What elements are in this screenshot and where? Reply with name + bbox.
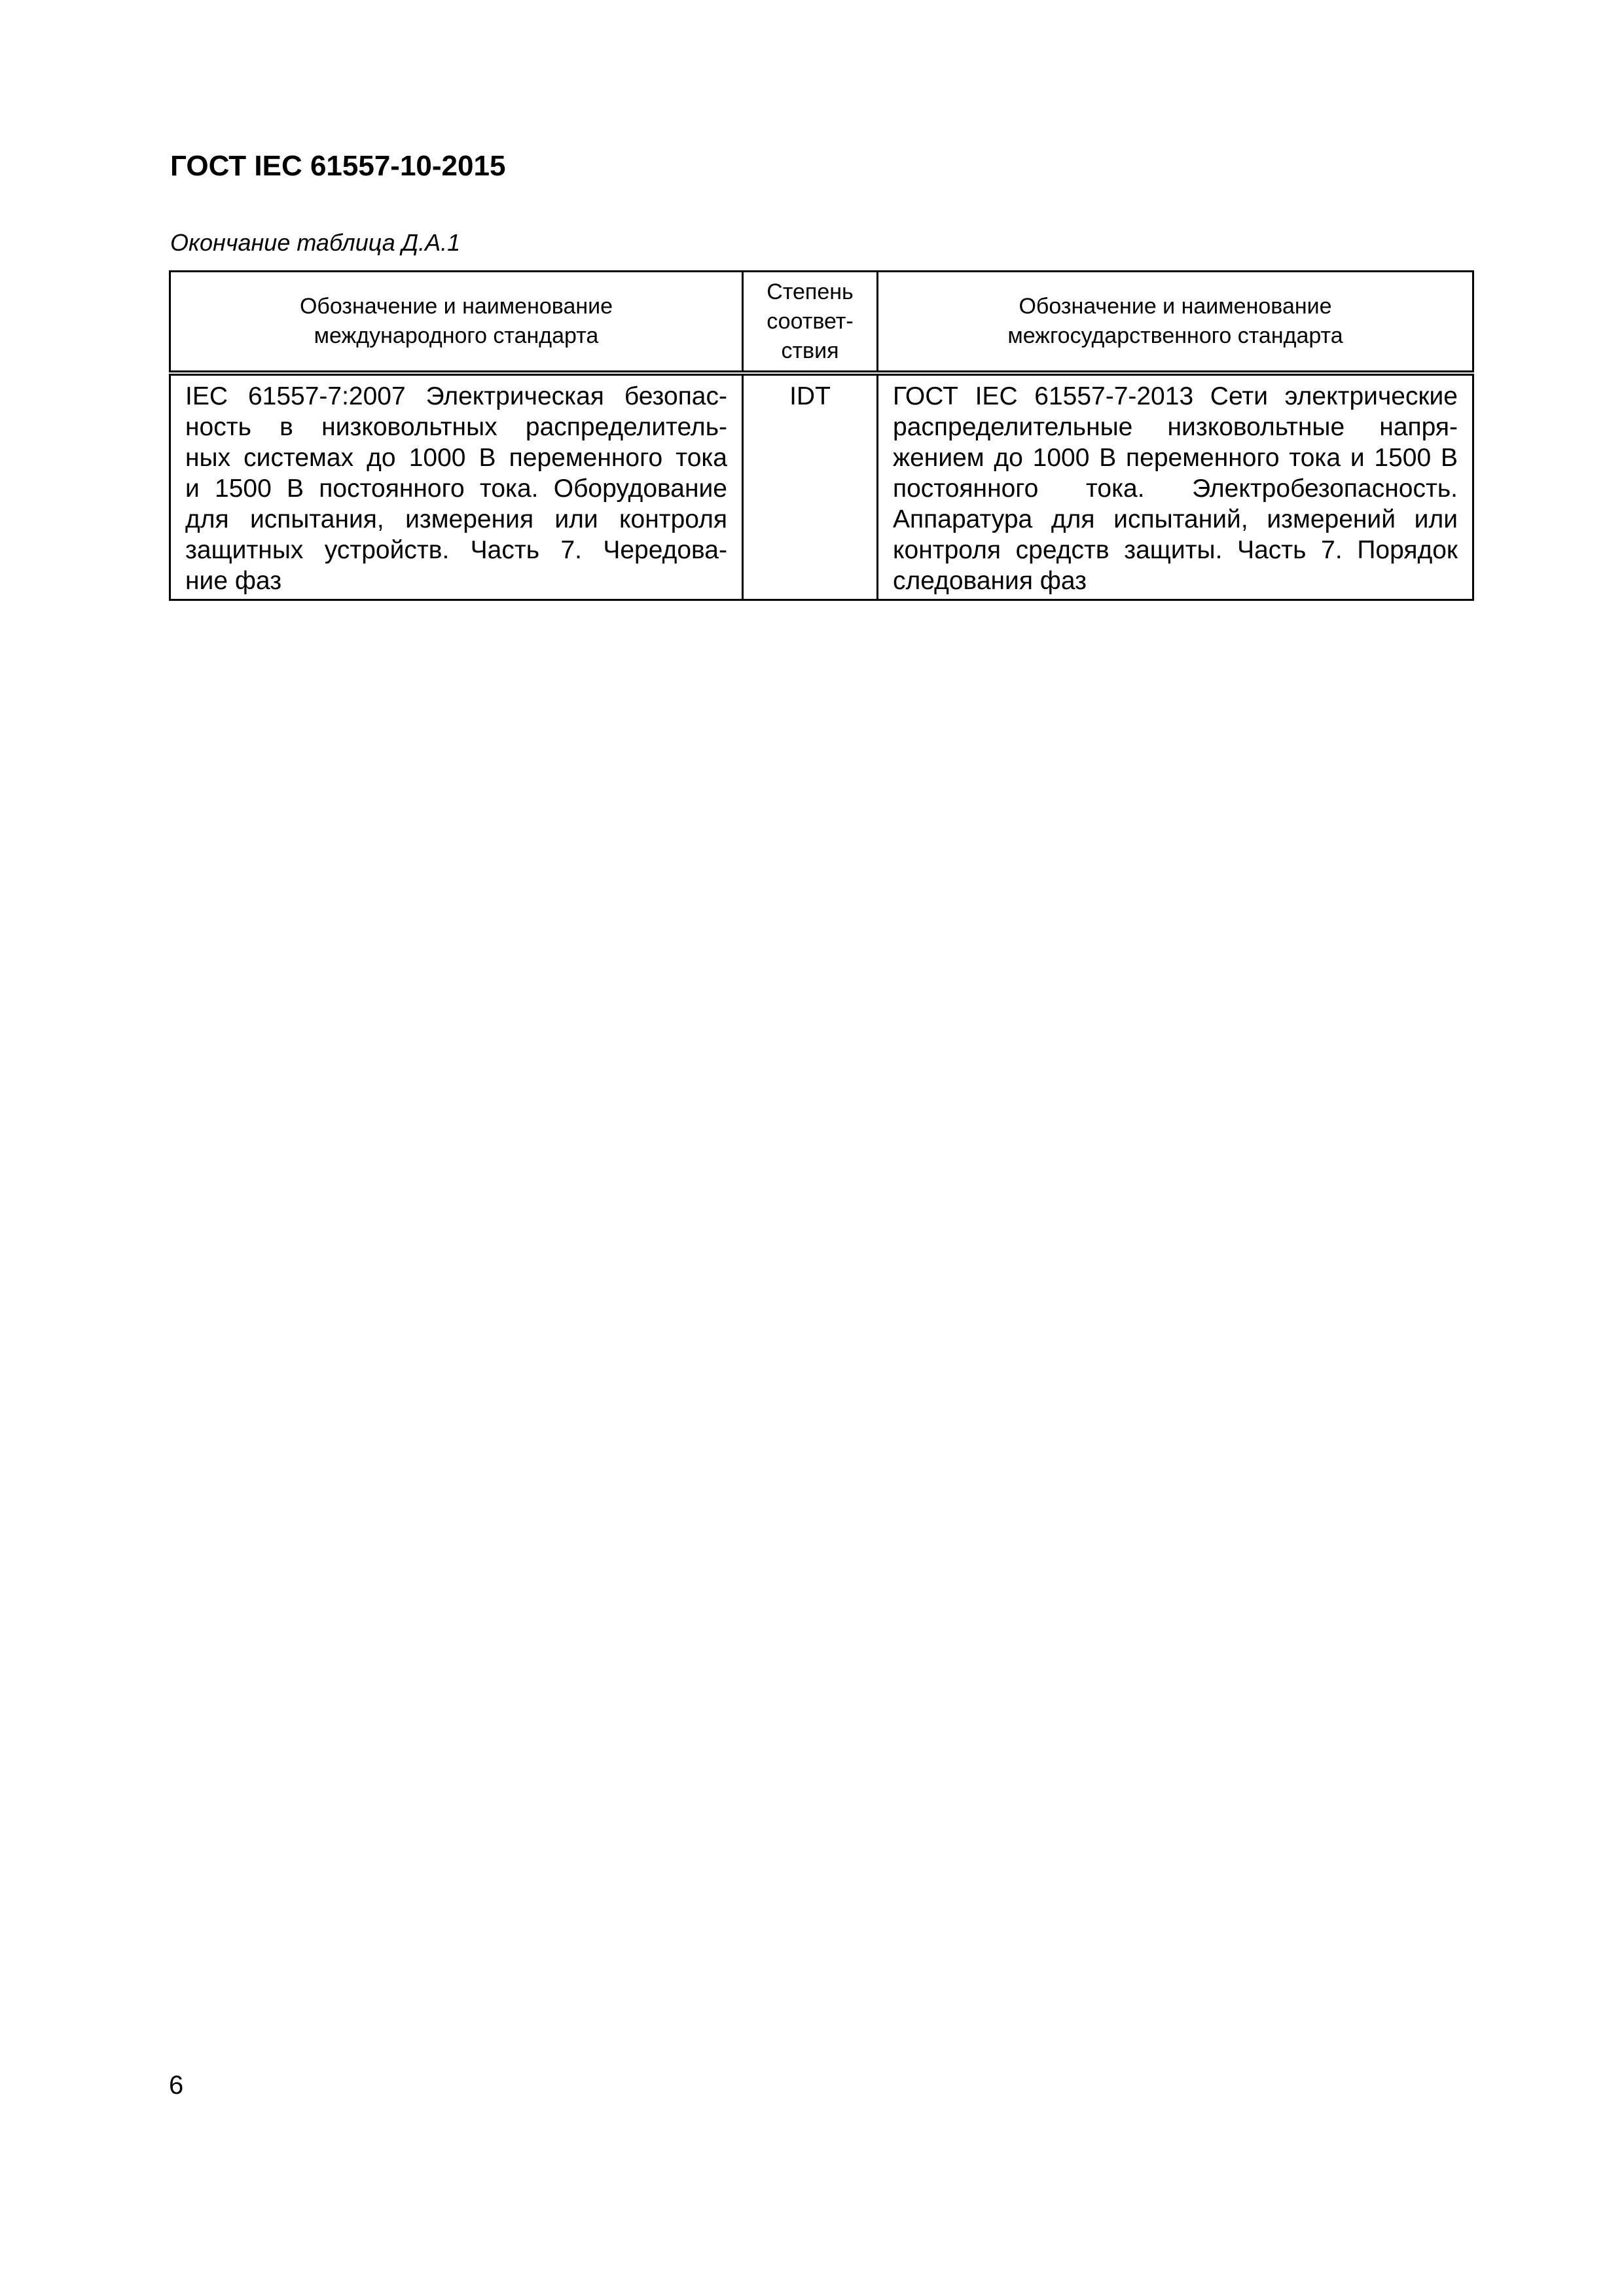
cell-line: для испытания, измерения или контроля [185, 505, 727, 533]
header-line: Обозначение и наименование [1019, 294, 1332, 319]
document-title: ГОСТ IEC 61557-10-2015 [170, 150, 506, 182]
header-interstate-standard [878, 272, 1473, 374]
cell-international-standard [170, 373, 743, 600]
standards-table [169, 270, 1474, 601]
header-line: Обозначение и наименование [299, 294, 613, 319]
header-line: Степень [767, 279, 854, 304]
cell-line: жением до 1000 В переменного тока и 1500 В [893, 444, 1458, 472]
table-row [170, 373, 1473, 600]
table-caption: Окончание таблица Д.А.1 [170, 229, 461, 256]
header-line: межгосударственного стандарта [1007, 323, 1343, 348]
header-degree-of-correspondence [743, 272, 878, 374]
cell-line: ние фаз [185, 567, 282, 595]
header-line: ствия [781, 338, 839, 363]
cell-line: следования фаз [893, 567, 1087, 595]
cell-line: Аппаратура для испытаний, измерений или [893, 505, 1458, 533]
cell-line: ГОСТ IEC 61557-7-2013 Сети электрические [893, 382, 1458, 410]
cell-interstate-standard [878, 373, 1473, 600]
header-line: соответ- [767, 308, 854, 334]
cell-line: IDT [789, 382, 831, 410]
header-line: международного стандарта [314, 323, 599, 348]
cell-line: защитных устройств. Часть 7. Чередова- [185, 536, 727, 564]
cell-degree [743, 373, 878, 600]
cell-line: постоянного тока. Электробезопасность. [893, 475, 1458, 503]
cell-line: IEC 61557-7:2007 Электрическая безопас- [185, 382, 727, 410]
cell-line: распределительные низковольтные напря- [893, 413, 1458, 441]
header-international-standard [170, 272, 743, 374]
cell-line: контроля средств защиты. Часть 7. Порядок [893, 536, 1458, 564]
cell-line: ных системах до 1000 В переменного тока [185, 444, 727, 472]
cell-line: ность в низковольтных распределитель- [185, 413, 727, 441]
cell-line: и 1500 В постоянного тока. Оборудование [185, 475, 727, 503]
page-number: 6 [169, 2071, 184, 2100]
table-header-row [170, 272, 1473, 374]
